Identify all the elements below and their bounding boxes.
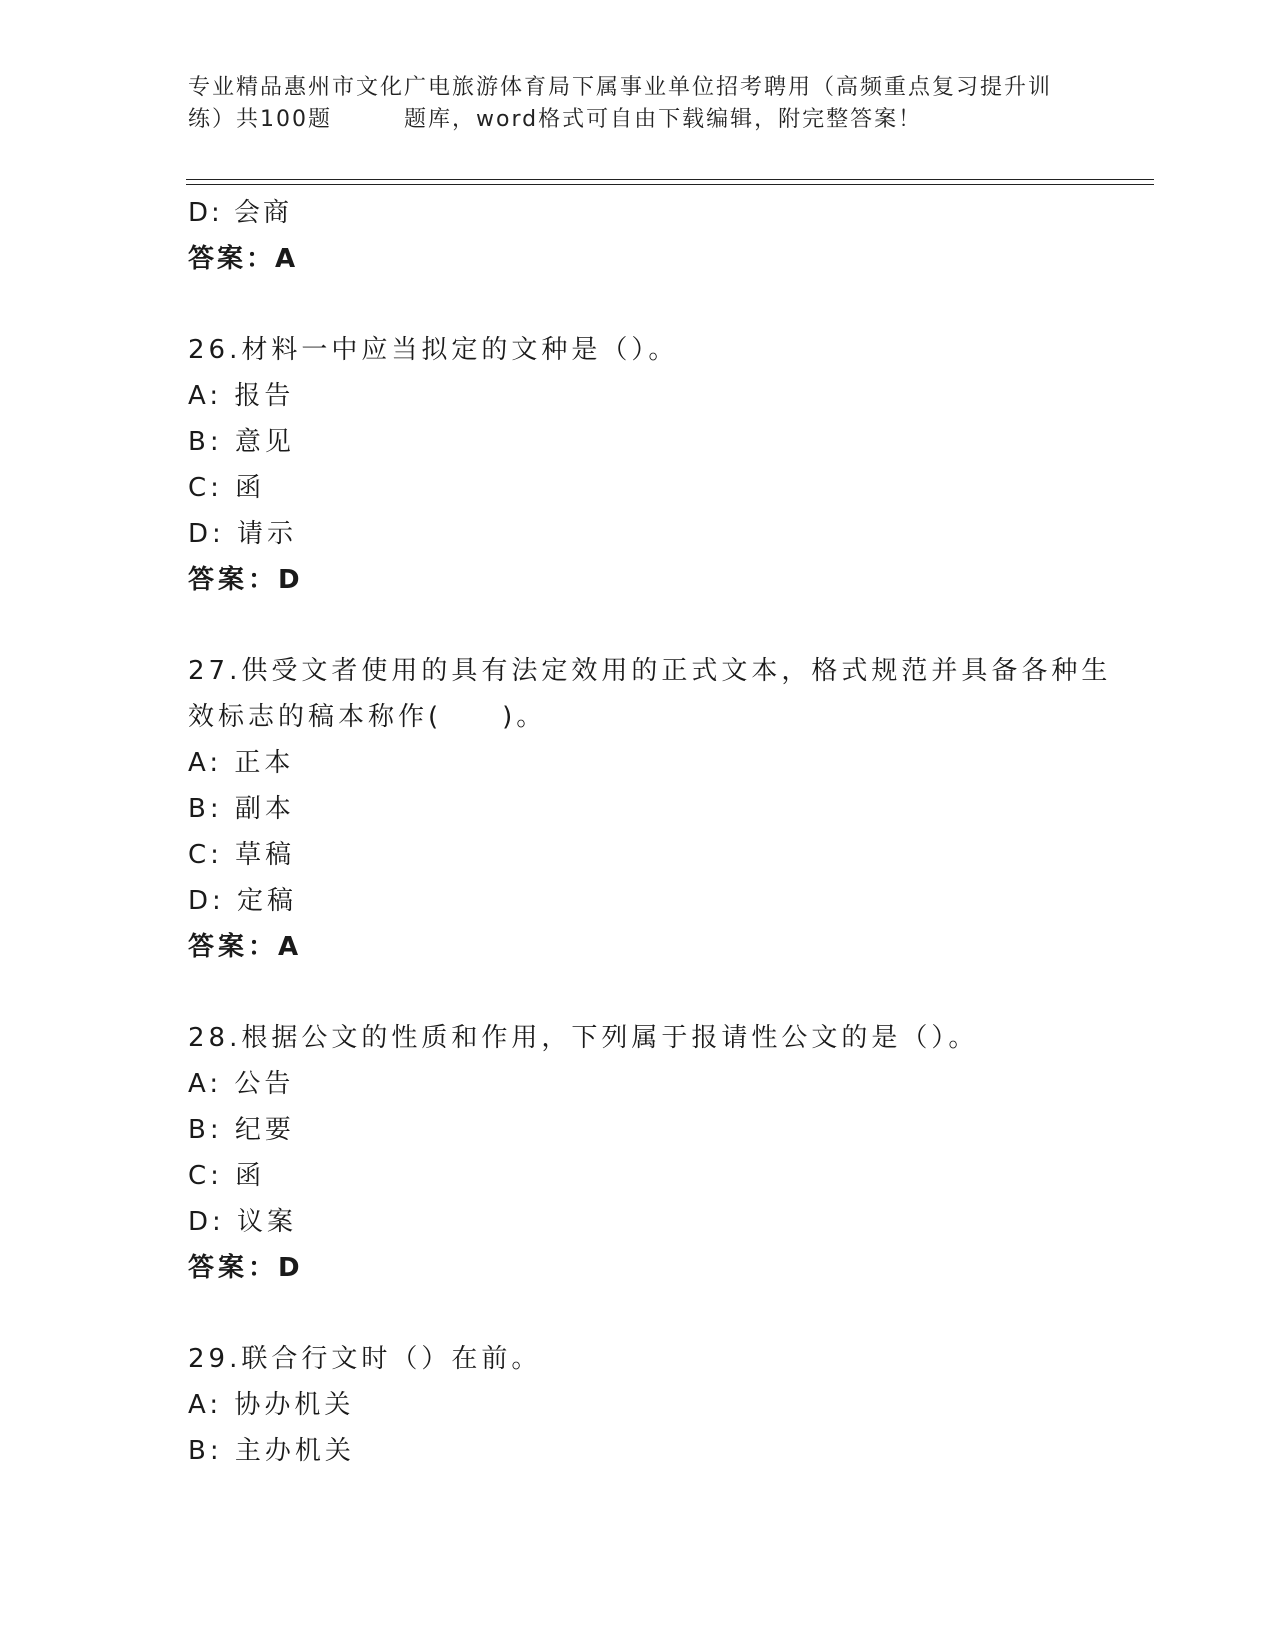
option-a: A: 公告 xyxy=(188,1069,295,1099)
option-a: A: 报告 xyxy=(188,381,295,411)
question-text: 26.材料一中应当拟定的文种是（）。 xyxy=(188,335,679,365)
answer-line: 答案：D xyxy=(188,1253,304,1283)
option-d: D: 会商 xyxy=(188,198,293,228)
document-header xyxy=(188,72,1088,136)
option-c: C: 函 xyxy=(188,1161,266,1191)
spacer xyxy=(188,603,1088,648)
option-d: D: 请示 xyxy=(188,519,298,549)
header-line-2: 练）共100题 题库，word格式可自由下载编辑，附完整答案！ xyxy=(188,107,923,132)
question-27 xyxy=(188,648,1112,970)
question-text-continued: 效标志的稿本称作( )。 xyxy=(188,702,547,732)
question-text: 27.供受文者使用的具有法定效用的正式文本，格式规范并具备各种生 xyxy=(188,656,1112,686)
option-d: D: 议案 xyxy=(188,1207,298,1237)
question-28 xyxy=(188,1015,1088,1291)
header-divider xyxy=(186,179,1154,185)
option-b: B: 副本 xyxy=(188,794,295,824)
question-list xyxy=(188,190,1112,1474)
answer-line: 答案：A xyxy=(188,244,299,274)
question-26 xyxy=(188,327,1088,603)
option-a: A: 正本 xyxy=(188,748,295,778)
header-line-1: 专业精品惠州市文化广电旅游体育局下属事业单位招考聘用（高频重点复习提升训 xyxy=(188,75,1053,100)
spacer xyxy=(188,1291,1088,1336)
option-c: C: 函 xyxy=(188,473,266,503)
question-29 xyxy=(188,1336,1088,1474)
option-b: B: 纪要 xyxy=(188,1115,295,1145)
option-d: D: 定稿 xyxy=(188,886,298,916)
option-c: C: 草稿 xyxy=(188,840,296,870)
question-text: 28.根据公文的性质和作用，下列属于报请性公文的是（）。 xyxy=(188,1023,979,1053)
spacer xyxy=(188,282,1088,327)
answer-line: 答案：D xyxy=(188,565,304,595)
option-b: B: 主办机关 xyxy=(188,1436,355,1466)
option-b: B: 意见 xyxy=(188,427,295,457)
answer-line: 答案：A xyxy=(188,932,303,962)
option-a: A: 协办机关 xyxy=(188,1390,355,1420)
spacer xyxy=(188,970,1088,1015)
question-text: 29.联合行文时（）在前。 xyxy=(188,1344,542,1374)
